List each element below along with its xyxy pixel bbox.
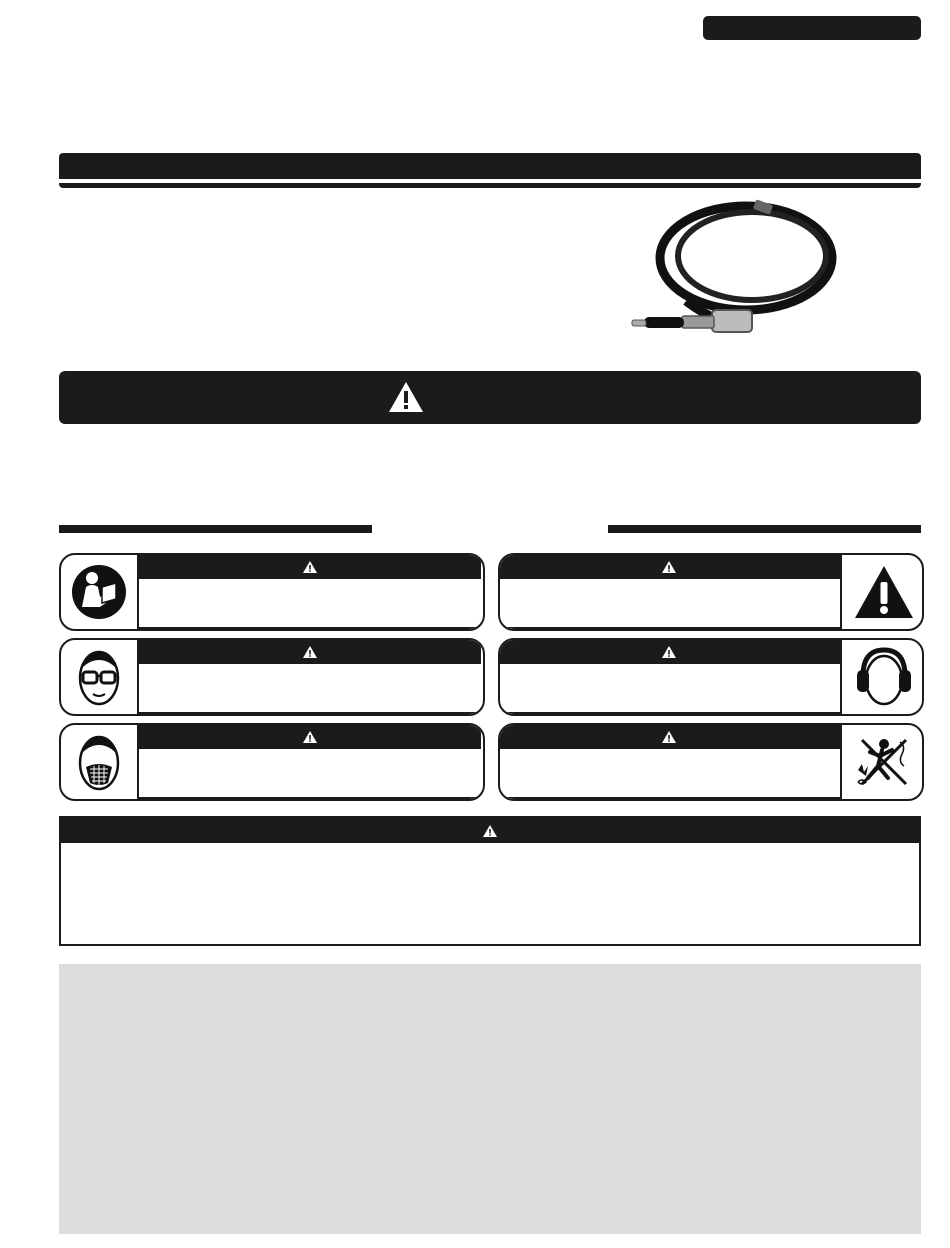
warning-triangle-icon (661, 730, 677, 744)
safety-card-respiratory-protection (59, 723, 485, 801)
panel-header (498, 640, 840, 664)
hearing-protection-icon (846, 640, 922, 714)
safety-card-general-warning (498, 553, 924, 631)
panel-header (139, 725, 481, 749)
safety-card-panel (137, 553, 481, 629)
panel-header (139, 555, 481, 579)
warning-triangle-icon (302, 730, 318, 744)
safety-card-panel (498, 638, 842, 714)
safety-card-eye-protection (59, 638, 485, 716)
flex-shaft-hose-image (626, 196, 856, 344)
panel-header (498, 555, 840, 579)
section-title-underline (59, 183, 921, 188)
warning-triangle-icon (387, 380, 425, 414)
section-rule-left (59, 525, 372, 533)
document-badge (703, 16, 921, 40)
warning-triangle-icon (846, 555, 922, 629)
safety-card-read-manual (59, 553, 485, 631)
safety-card-hearing-protection (498, 638, 924, 716)
safety-card-panel (137, 638, 481, 714)
warning-triangle-icon (302, 645, 318, 659)
safety-card-panel (498, 723, 842, 799)
warning-triangle-icon (661, 560, 677, 574)
wide-warning-header (61, 818, 919, 843)
section-rule-right (608, 525, 921, 533)
warning-triangle-icon (661, 645, 677, 659)
general-warning-bar (59, 371, 921, 424)
dust-mask-icon (61, 725, 137, 799)
warning-triangle-icon (302, 560, 318, 574)
safety-glasses-icon (61, 640, 137, 714)
read-manual-icon (61, 555, 137, 629)
safety-card-panel (498, 553, 842, 629)
warning-triangle-icon (482, 824, 498, 838)
wide-warning-box (59, 816, 921, 946)
section-title-bar (59, 153, 921, 179)
panel-header (139, 640, 481, 664)
explosion-hazard-icon (846, 725, 922, 799)
safety-card-panel (137, 723, 481, 799)
panel-header (498, 725, 840, 749)
safety-card-explosion-hazard (498, 723, 924, 801)
info-panel (59, 964, 921, 1234)
